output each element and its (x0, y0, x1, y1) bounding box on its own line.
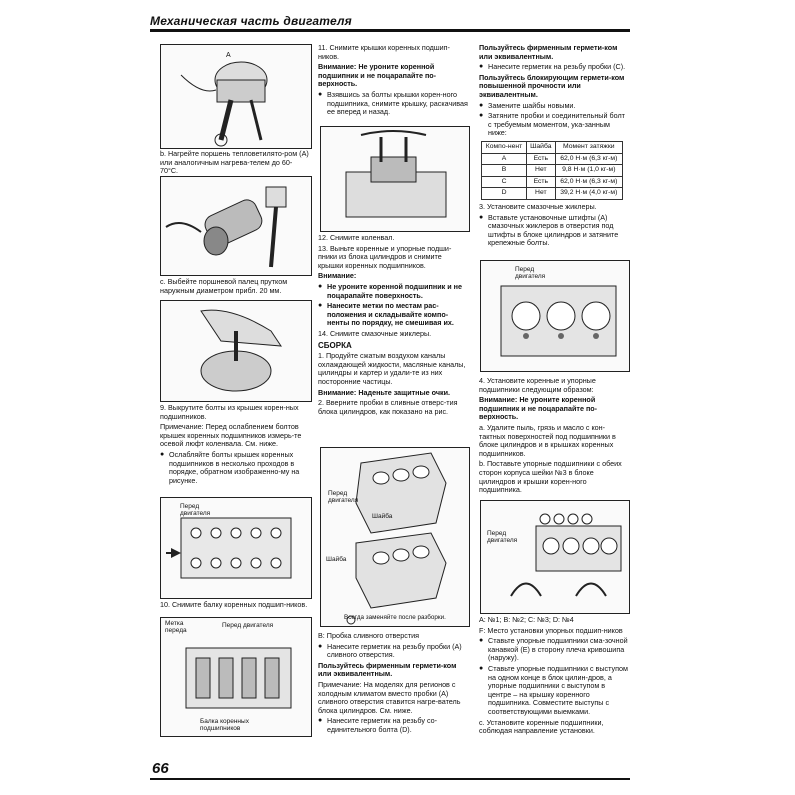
fig1-label: A (226, 52, 231, 59)
label-b: B: Пробка сливного отверстия (318, 631, 420, 640)
table-cell: C (482, 176, 527, 188)
torque-header-washer: Шайба (527, 141, 556, 153)
page-header-title: Механическая часть двигателя (150, 14, 352, 28)
warning-3: Внимание: Наденьте защитные очки. (318, 387, 451, 397)
torque-header-torque: Момент затяжки (555, 141, 622, 153)
fig-washer-label-1: Шайба (372, 513, 393, 520)
step-4: 4. Установите коренные и упорные подшипники следующим образом: (479, 376, 596, 394)
column-1-text-d (160, 601, 310, 612)
figure-piston-connecting-rod (160, 44, 312, 149)
remove-caps-illustration (321, 127, 469, 231)
bullet-protrusion: ● Ставьте упорные подшипники с выступом на одном конце в блок цилин-дров, а упорные подшипники с выступом в центре – на крышку коренного подшипника. Совместите выступы с соответствующими выемками. (479, 665, 629, 717)
step-3: 3. Установите смазочные жиклеры. (479, 201, 597, 211)
column-3-text-c (479, 616, 629, 738)
heater-illustration (161, 177, 311, 275)
table-cell: A (482, 153, 527, 165)
footer-rule (150, 778, 630, 780)
table-cell: 9,8 Н·м (1,0 кг-м) (555, 165, 622, 177)
step-b-col3: b. Поставьте упорные подшипники с обеих сторон корпуса шейки №3 в блоке цилиндров и крышки корен-ного подшипника. (479, 459, 622, 495)
warning-2-bullet-1: ● Не уроните коренной подшипник и не поцарапайте поверхность. (318, 283, 468, 300)
bullet-dowel-pins: ● Вставьте установочные штифты (A) смазочных жиклеров в отверстия под штифты в блоке цилиндров и затяните крепежные болты. (479, 214, 629, 248)
assembly-step-1: 1. Продуйте сжатым воздухом каналы охлаждающей жидкости, масляные каналы, цилиндры и картер и удали-те из них посторонние частицы. (318, 351, 466, 386)
assembly-step-2: 2. Вверните пробки в сливные отверс-тия блока цилиндров, как показано на рис. (318, 398, 458, 416)
fig-oiljets-front-label: Перед двигателя (515, 266, 546, 280)
bold-sealant-2: Пользуйтесь фирменным гермети-ком или эквивалентным. (479, 43, 618, 61)
table-row (482, 188, 623, 200)
fig-washer-label-2: Шайба (326, 556, 347, 563)
figure-piston-pin (160, 300, 312, 402)
step-9: 9. Выкрутите болты из крышек корен-ных подшипников. (160, 403, 299, 421)
table-row (482, 165, 623, 177)
bullet-sealant-a: ● Нанесите герметик на резьбу пробки (A) сливного отверстия. (318, 643, 468, 660)
step-b: b. Нагрейте поршень тепловетилято-ром (A) или аналогичным нагрева-телем до 60-70°С. (160, 149, 309, 176)
table-cell: B (482, 165, 527, 177)
column-2-text-c (318, 632, 468, 737)
fig5-beam-label: Балка коренных подшипников (200, 718, 249, 732)
fig4-front-label: Перед двигателя (180, 503, 211, 517)
table-cell: Нет (527, 165, 556, 177)
step-10: 10. Снимите балку коренных подшип-ников. (160, 600, 308, 609)
bold-sealant-1: Пользуйтесь фирменным гермети-ком или эквивалентным. (318, 660, 457, 679)
torque-table-header (482, 141, 623, 153)
column-3-text-a (479, 44, 629, 250)
torque-table (481, 141, 623, 200)
legend-journals: A: №1; B: №2; C: №3; D: №4 (479, 615, 574, 624)
column-1-text-b (160, 278, 310, 297)
column-3-text-b (479, 377, 629, 497)
figure-oil-jets (480, 260, 630, 372)
step-c-col3: c. Установите коренные подшипники, соблюдая направление установки. (479, 717, 604, 736)
table-cell: 62,0 Н·м (6,3 кг-м) (555, 153, 622, 165)
drain-plugs-illustration (321, 448, 469, 626)
table-cell: Есть (527, 153, 556, 165)
note-2: Примечание: На моделях для регионов с холодным климатом вместо пробки (A) сливного отверстия ставится нагре-ватель блока цилиндров. См. ниже. (318, 679, 461, 715)
fig5-front-label: Перед двигателя (222, 622, 274, 629)
figure-drain-plugs (320, 447, 470, 627)
table-row (482, 176, 623, 188)
bullet-tighten: ● Затяните пробки и соединительный болт с требуемым моментом, ука-занным ниже: (479, 112, 629, 138)
bullet-sealant-c: ● Нанесите герметик на резьбу пробки (C). (479, 63, 629, 72)
piston-rod-illustration (161, 45, 311, 148)
header-rule (150, 29, 630, 32)
table-cell: D (482, 188, 527, 200)
warning-2-bullet-2: ● Нанесите метки по местам рас-положения и складывайте компо-ненты по порядку, не смешивая их. (318, 302, 468, 328)
bold-sealant-3: Пользуйтесь блокирующим гермети-ком повышенной прочности или эквивалентным. (479, 72, 625, 99)
figure-heater (160, 176, 312, 276)
thrust-bearings-illustration (481, 501, 629, 613)
fig-drain-caption: Всегда заменяйте после разборки. (344, 614, 446, 621)
figure-remove-caps (320, 126, 470, 232)
table-row (482, 153, 623, 165)
figure-thrust-bearings (480, 500, 630, 614)
column-2-text-a (318, 44, 468, 119)
bullet-sealant-d: ● Нанесите герметик на резьбу со-единительного болта (D). (318, 717, 468, 734)
column-1-text-a (160, 150, 310, 178)
section-assembly: СБОРКА (318, 340, 352, 350)
torque-header-component: Компо-нент (482, 141, 527, 153)
step-14: 14. Снимите смазочные жиклеры. (318, 328, 432, 338)
oil-jets-illustration (481, 261, 629, 371)
column-2-text-b (318, 234, 468, 418)
piston-pin-illustration (161, 301, 311, 401)
warning-2-title: Внимание: (318, 271, 357, 281)
step-c: c. Выбейте поршневой палец прутком наружным диаметром прибл. 20 мм. (160, 277, 288, 295)
bullet-replace-washers: ● Замените шайбы новыми. (479, 102, 629, 111)
table-cell: 62,0 Н·м (6,3 кг-м) (555, 176, 622, 188)
table-cell: 39,2 Н·м (4,0 кг-м) (555, 188, 622, 200)
step-a: a. Удалите пыль, грязь и масло с кон-тактных поверхностей под подшипники в блоке цилиндров и в крышках коренных подшипников. (479, 422, 616, 458)
table-cell: Нет (527, 188, 556, 200)
bullet-loosen-bolts: ● Ослабляйте болты крышек коренных подшипников в несколько проходов в порядке, обратном изображенно-му на рисунке. (160, 451, 310, 485)
step-12: 12. Снимите коленвал. (318, 233, 395, 242)
bullet-oil-groove: ● Ставьте упорные подшипники сма-зочной канавкой (E) в сторону плеча кривошипа (наружу). (479, 637, 629, 663)
step-13: 13. Выньте коренные и упорные подши-пники из блока цилиндров и снимите крышки коренных подшипников. (318, 243, 452, 270)
column-1-text-c (160, 404, 310, 487)
warning-col3: Внимание: Не уроните коренной подшипник и не поцарапайте по-верхность. (479, 395, 598, 422)
legend-f: F: Место установки упорных подшип-ников (479, 625, 623, 635)
fig-thrust-front-label: Перед двигателя (487, 530, 518, 544)
fig5-front-mark-label: Метка переда (165, 620, 187, 634)
fig-drain-front-label: Перед двигателя (328, 490, 359, 504)
page-number: 66 (152, 760, 169, 777)
step-11: 11. Снимите крышки коренных подшип-ников. (318, 43, 450, 61)
warning-1: Внимание: Не уроните коренной подшипник и не поцарапайте по-верхность. (318, 62, 437, 89)
note-1: Примечание: Перед ослаблением болтов крышек коренных подшипников измерь-те осевой люфт коленвала. См. ниже. (160, 422, 302, 449)
table-cell: Есть (527, 176, 556, 188)
bullet-remove-cap: ● Взявшись за болты крышки корен-ного подшипника, снимите крышку, раскачивая ее вперед и назад. (318, 91, 468, 117)
